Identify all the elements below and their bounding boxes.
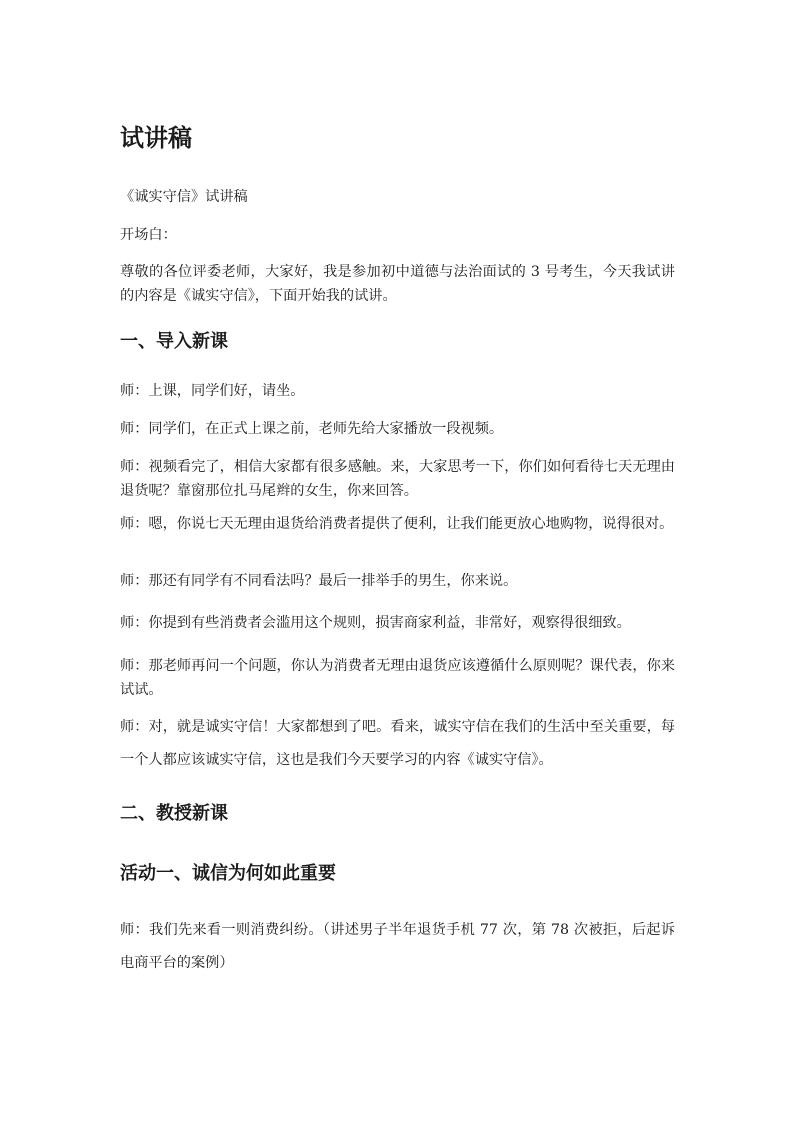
activity-heading: 活动一、诚信为何如此重要: [120, 863, 336, 884]
paragraph: 师：视频看完了，相信大家都有很多感触。来，大家思考一下，你们如何看待七天无理由退货呢？靠窗那位扎马尾辫的女生，你来回答。: [120, 459, 675, 499]
paragraph: 师：那还有同学有不同看法吗？最后一排举手的男生，你来说。: [120, 573, 518, 589]
paragraph: 师：嗯，你说七天无理由退货给消费者提供了便利，让我们能更放心地购物，说得很对。: [120, 516, 674, 532]
document-subtitle: 《诚实守信》试讲稿: [120, 189, 248, 205]
paragraph: 师：对，就是诚实守信！大家都想到了吧。看来，诚实守信在我们的生活中至关重要，每一个人都应该诚实守信，这也是我们今天要学习的内容《诚实守信》。: [120, 719, 675, 768]
opening-text: 尊敬的各位评委老师，大家好，我是参加初中道德与法治面试的 3 号考生，今天我试讲的内容是《诚实守信》，下面开始我的试讲。: [120, 264, 675, 304]
paragraph: 师：你提到有些消费者会滥用这个规则，损害商家利益，非常好，观察得很细致。: [120, 615, 631, 631]
paragraph: 师：我们先来看一则消费纠纷。（讲述男子半年退货手机 77 次，第 78 次被拒，后起诉电商平台的案例）: [120, 922, 675, 971]
opening-label: 开场白：: [120, 227, 177, 243]
paragraph: 师：那老师再问一个问题，你认为消费者无理由退货应该遵循什么原则呢？课代表，你来试试。: [120, 658, 675, 698]
paragraph: 师：上课，同学们好，请坐。: [120, 383, 305, 399]
section-heading-intro: 一、导入新课: [120, 331, 228, 352]
section-heading-teach: 二、教授新课: [120, 803, 228, 824]
document-title: 试讲稿: [120, 124, 192, 152]
paragraph: 师：同学们，在正式上课之前，老师先给大家播放一段视频。: [120, 421, 504, 437]
